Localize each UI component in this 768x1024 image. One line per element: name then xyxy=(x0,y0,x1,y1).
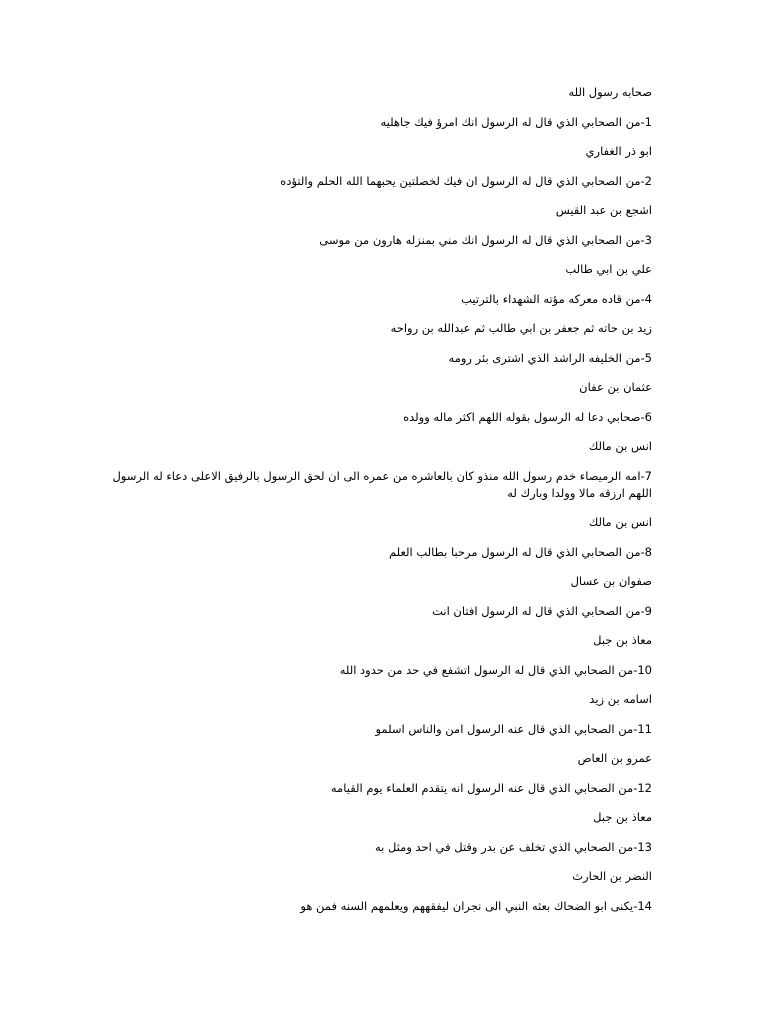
question-10: 10-من الصحابي الذي قال له الرسول اتشفع في حد من حدود الله xyxy=(339,662,652,677)
question-12: 12-من الصحابي الذي قال عنه الرسول انه يتقدم العلماء يوم القيامه xyxy=(330,780,652,795)
answer-11: عمرو بن العاص xyxy=(577,751,652,765)
question-14: 14-يكنى ابو الضحاك بعثه النبي الى نجران ليفقههم ويعلمهم السنه فمن هو xyxy=(300,898,652,913)
question-13: 13-من الصحابي الذي تخلف عن بدر وقتل في احد ومثل به xyxy=(374,839,652,854)
answer-10: اسامه بن زيد xyxy=(589,692,652,706)
question-9: 9-من الصحابي الذي قال له الرسول افتان انت xyxy=(432,603,652,618)
question-1: 1-من الصحابي الذي قال له الرسول انك امرؤ فيك جاهليه xyxy=(380,114,652,129)
answer-12: معاذ بن جبل xyxy=(593,810,652,824)
answer-13: النضر بن الحارث xyxy=(572,869,652,883)
answer-9: معاذ بن جبل xyxy=(593,633,652,647)
answer-2: اشجع بن عبد القيس xyxy=(555,203,652,217)
question-11: 11-من الصحابي الذي قال عنه الرسول امن والناس اسلمو xyxy=(375,721,652,736)
question-6: 6-صحابي دعا له الرسول بقوله اللهم اكثر ماله وولده xyxy=(403,409,652,424)
answer-3: علي بن ابي طالب xyxy=(565,262,652,276)
answer-8: صفوان بن عسال xyxy=(570,574,652,588)
answer-6: انس بن مالك xyxy=(588,439,652,453)
answer-7: انس بن مالك xyxy=(588,515,652,529)
document-title: صحابه رسول الله xyxy=(568,85,652,99)
document-body xyxy=(104,84,652,927)
answer-4: زيد بن حاته ثم جعفر بن ابي طالب ثم عبدالله بن رواحه xyxy=(390,321,652,335)
question-5: 5-من الخليفه الراشد الذي اشترى بئر رومه xyxy=(448,350,652,365)
question-8: 8-من الصحابي الذي قال له الرسول مرحبا بطالب العلم xyxy=(389,544,652,559)
question-3: 3-من الصحابي الذي قال له الرسول انك مني بمنزله هارون من موسى xyxy=(319,232,652,247)
question-2: 2-من الصحابي الذي قال له الرسول ان فيك لخصلتين يحبهما الله الحلم والتؤده xyxy=(280,173,652,188)
question-7: 7-امه الرميصاء خدم رسول الله منذو كان بالعاشره من عمره الى ان لحق الرسول بالرفيق الاعلى دعاء له الرسول اللهم ارزقه مالا وولدا وبارك له xyxy=(112,468,652,500)
answer-1: ابو ذر الغفاري xyxy=(585,144,652,158)
question-4: 4-من قاده معركه مؤته الشهداء بالترتيب xyxy=(461,291,652,306)
answer-5: عثمان بن عفان xyxy=(579,380,652,394)
